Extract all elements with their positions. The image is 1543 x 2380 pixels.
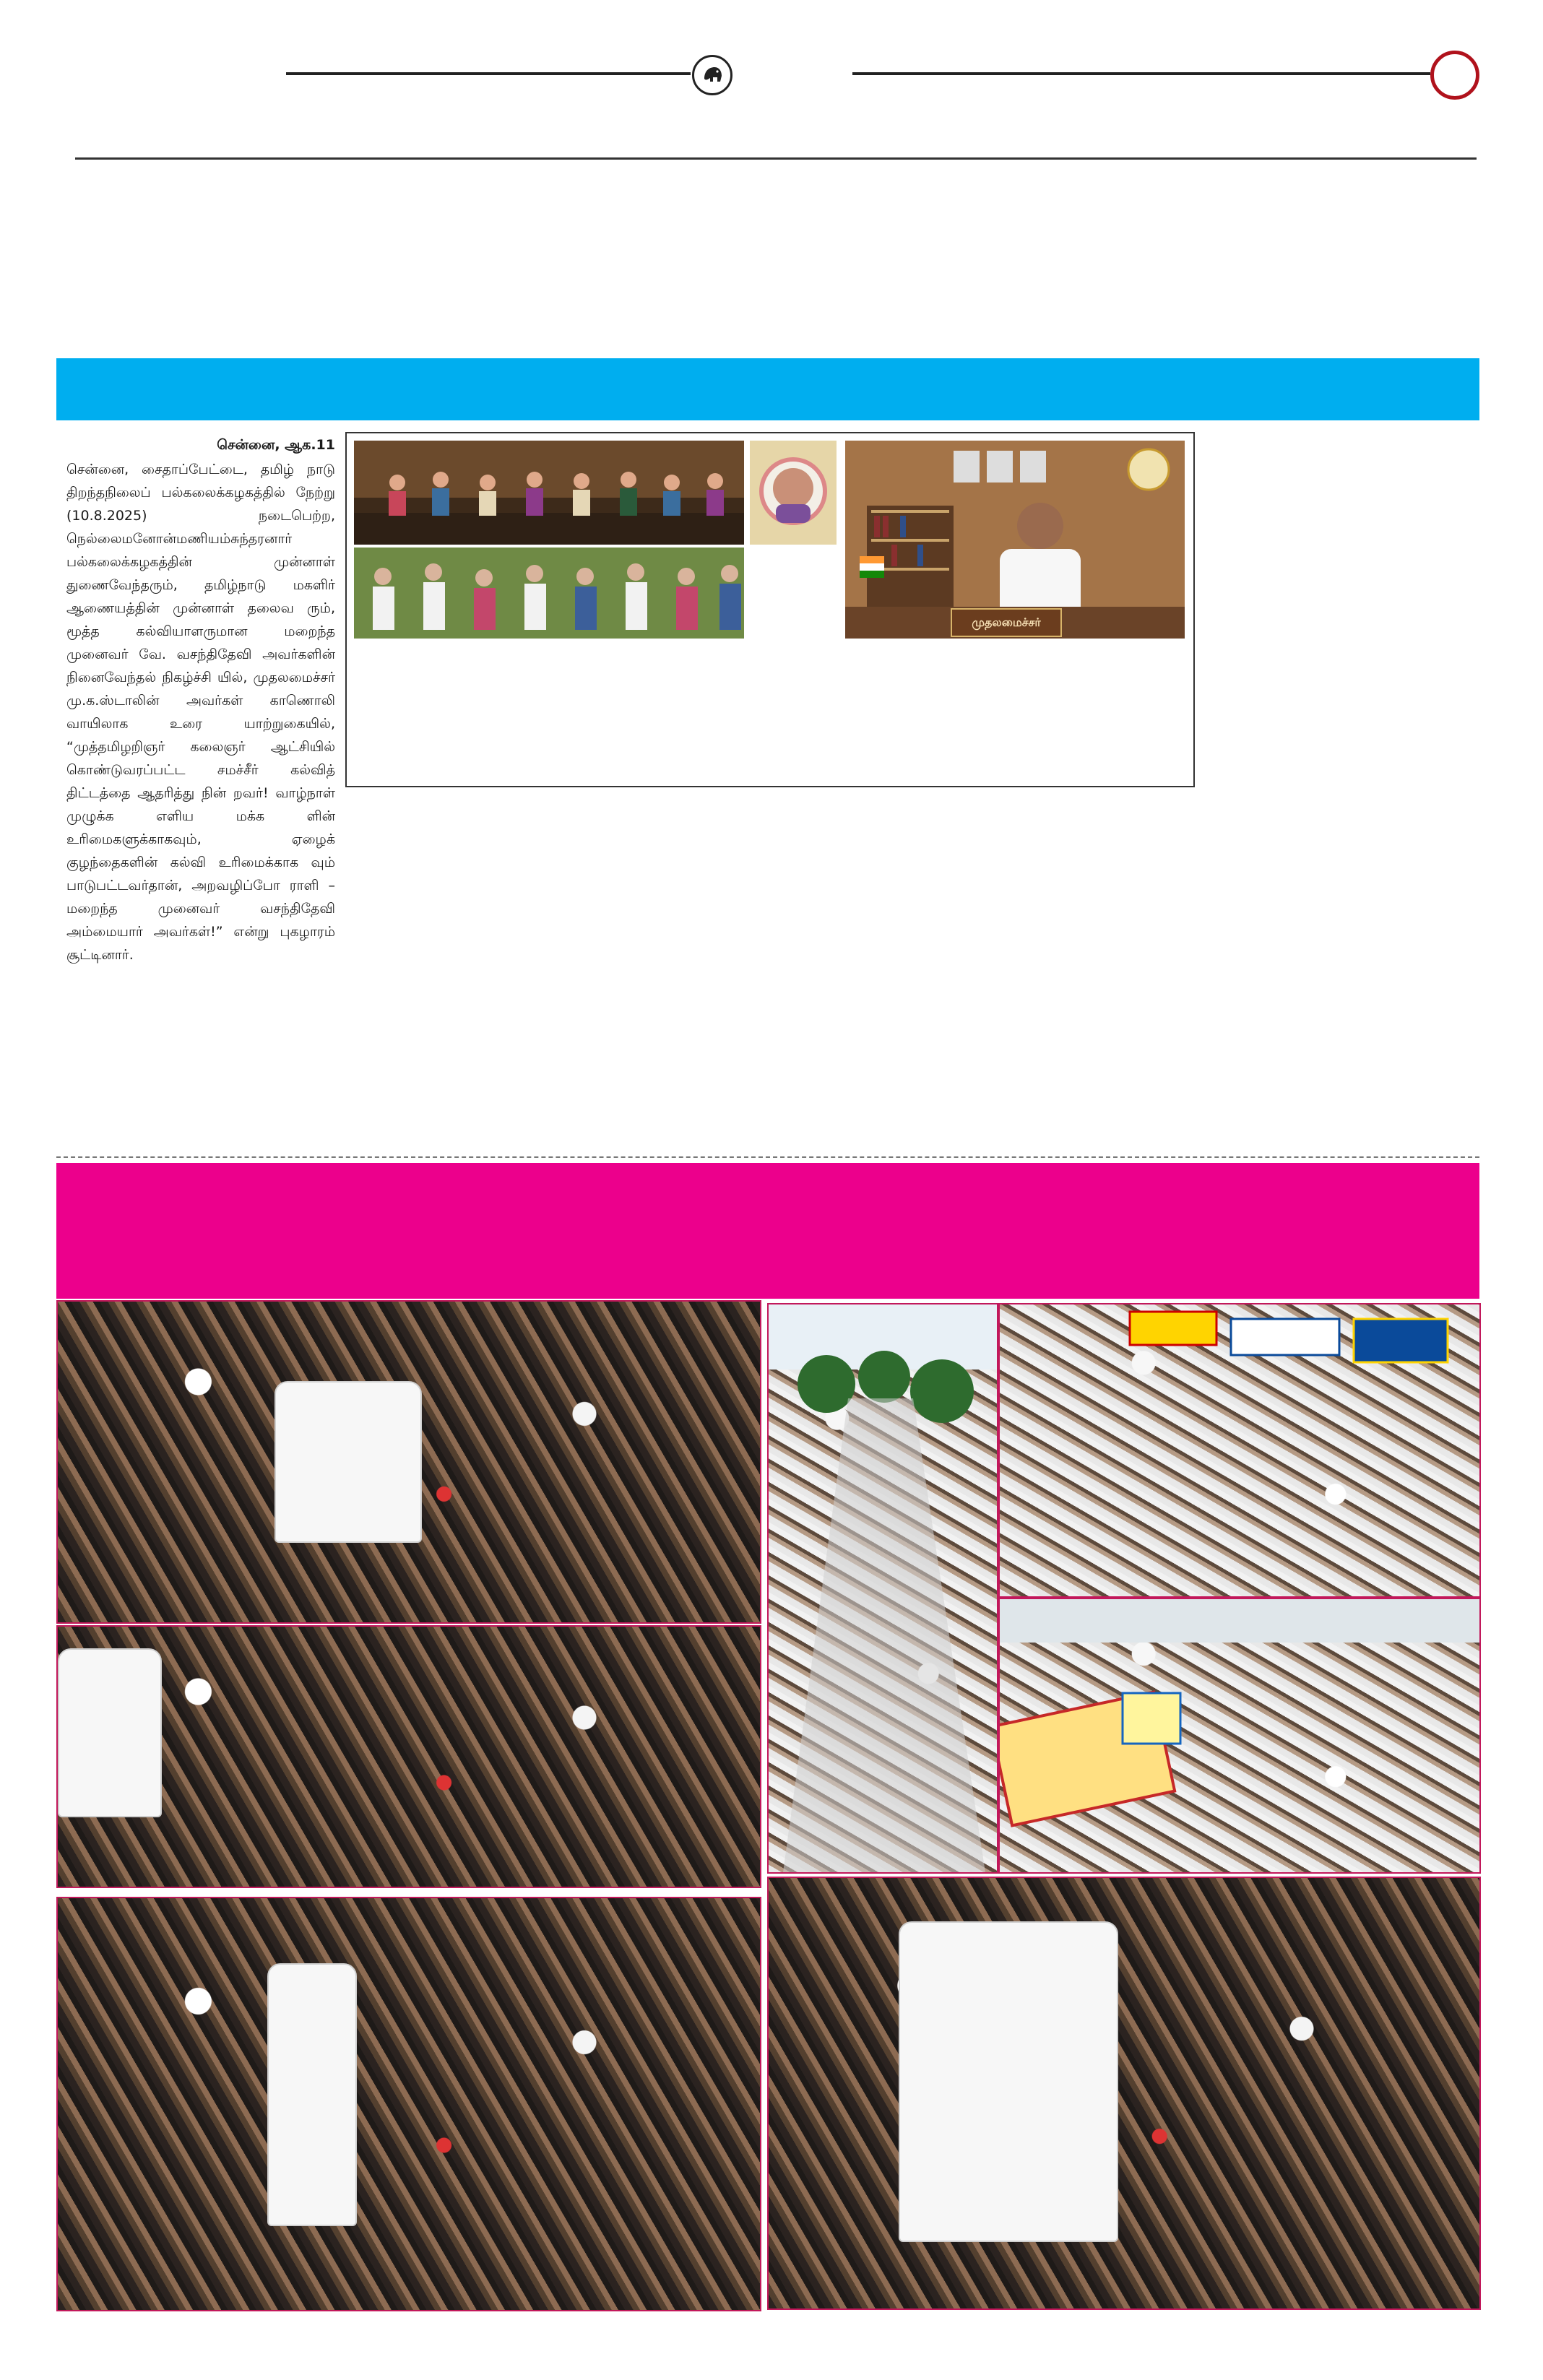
street-rally-photo [767, 1303, 998, 1874]
campaign-van [267, 1963, 357, 2226]
masthead-rule-right [852, 72, 1430, 75]
headline-band-blue [56, 358, 1479, 420]
elephant-emblem-icon [692, 55, 732, 95]
roadshow-photo-4 [767, 1877, 1481, 2310]
chief-minister-nameplate: முதலமைச்சர் [951, 608, 1062, 637]
stage-photo [354, 441, 744, 545]
campaign-van [275, 1381, 422, 1543]
roadshow-photo-1 [56, 1300, 761, 1624]
banner-procession-photo [998, 1598, 1481, 1874]
chief-minister-video-photo [845, 441, 1185, 639]
section-divider [56, 1156, 1479, 1158]
memorial-portrait-photo [750, 441, 837, 545]
header-divider [75, 157, 1477, 160]
audience-photo [354, 548, 744, 639]
article-dateline: சென்னை, ஆக.11 [217, 437, 335, 453]
article-body: சென்னை, சைதாப்பேட்டை, தமிழ் நாடு திறந்தநிலைப் பல்கலைக்கழகத்தில் நேற்று (10.8.2025) நடைபெற்ற, நெல்லைமனோன்மணியம்சுந்தரனார் பல்கலைக்கழகத்தின் முன்னாள் துணைவேந்தரும், தமிழ்நாடு மகளிர் ஆணையத்தின் முன்னாள் தலைவ ரும், மூத்த கல்வியாளருமான மறைந்த முனைவர் வே. வசந்திதேவி அவர்களின் நினைவேந்தல் நிகழ்ச்சி யில், முதலமைச்சர் மு.க.ஸ்டாலின் அவர்கள் காணொலி வாயிலாக உரை யாற்றுகையில், “முத்தமிழறிஞர் கலைஞர் ஆட்சியில் கொண்டுவரப்பட்ட சமச்சீர் கல்வித் திட்டத்தை ஆதரித்து நின் றவர்! வாழ்நாள் முழுக்க எளிய மக்க ளின் உரிமைகளுக்காகவும், ஏழைக் குழந்தைகளின் கல்வி உரிமைக்காக வும் பாடுபட்டவர்தான், அறவழிப்போ ராளி – மறைந்த முனைவர் வசந்திதேவி அம்மையார் அவர்கள்!” என்று புகழாரம் சூட்டினார். [66, 462, 335, 963]
masthead-rule-left [286, 72, 691, 75]
campaign-van [58, 1648, 162, 1817]
dancers-photo [998, 1303, 1481, 1598]
headline-band-magenta [56, 1163, 1479, 1299]
page-number-badge [1430, 51, 1479, 100]
roadshow-photo-2 [56, 1625, 761, 1888]
campaign-van [899, 1921, 1118, 2242]
photo-frame [345, 432, 1195, 787]
roadshow-photo-3 [56, 1897, 761, 2311]
news-article [66, 433, 335, 966]
